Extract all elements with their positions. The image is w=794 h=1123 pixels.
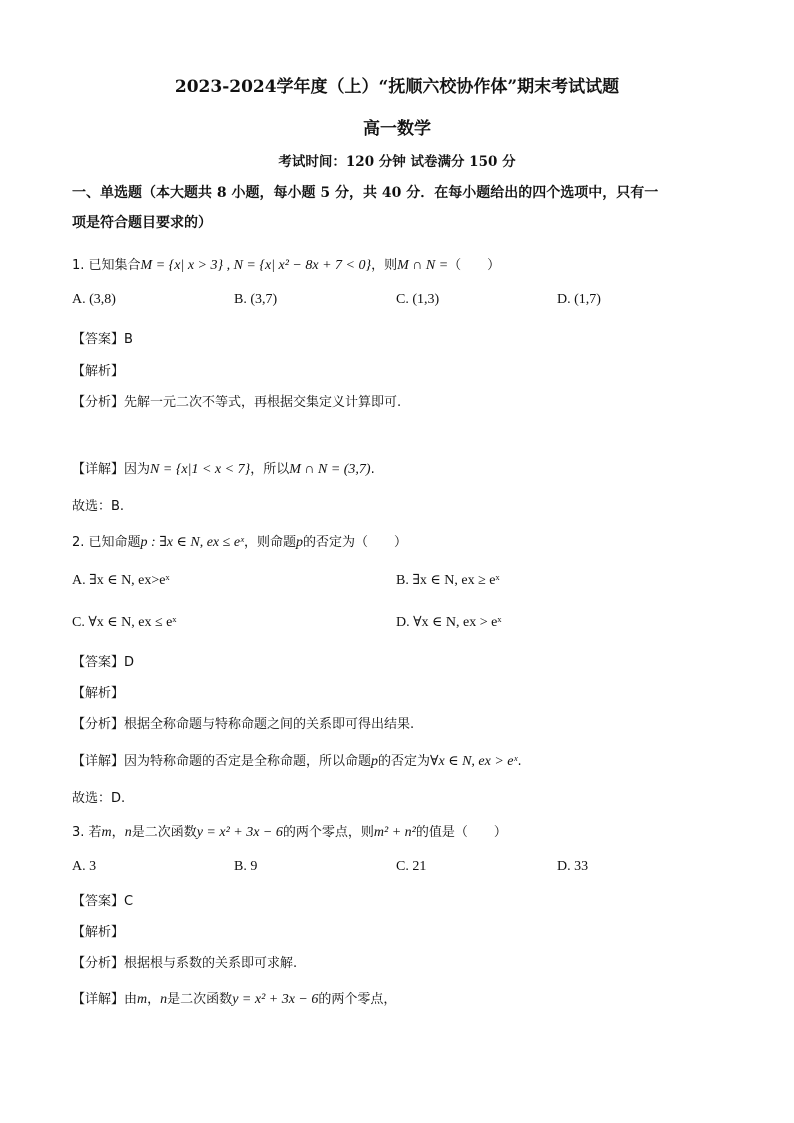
q3-n: n — [124, 825, 132, 840]
q1-option-b: B. (3,7) — [234, 292, 278, 307]
q3-option-d: D. 33 — [557, 859, 589, 874]
q2-analysis-tag: 【解析】 — [72, 686, 125, 701]
q1-answer-tag: 【答案】 — [72, 332, 125, 347]
q1-analysis-tag: 【解析】 — [72, 364, 125, 379]
q2-option-b: B. ∃x ∈ N, ex ≥ eˣ — [396, 573, 500, 588]
q2-prefix: 2. 已知命题 — [72, 535, 141, 550]
q3-mid: 是二次函数 — [131, 825, 197, 840]
section-heading-line1: 一、单选题（本大题共 8 小题，每小题 5 分，共 40 分．在每小题给出的四个选项中，只有一 — [72, 185, 659, 201]
q2-conclusion: 故选：D. — [72, 791, 126, 806]
q2-fenxi-tag: 【分析】 — [72, 717, 125, 732]
question-3 — [72, 821, 507, 841]
q2-xiangjie — [72, 750, 522, 770]
q3-analysis-tag: 【解析】 — [72, 925, 125, 940]
q2-xiangjie-p: p — [371, 754, 379, 769]
q2-xiangjie-c: . — [517, 754, 522, 769]
q2-xiangjie-a: 因为特称命题的否定是全称命题，所以命题 — [124, 754, 372, 769]
q3-option-c: C. 21 — [396, 859, 427, 874]
q3-xiangjie-a: 由 — [124, 992, 138, 1007]
q1-xiangjie-b: ，所以 — [250, 462, 290, 477]
q1-xiangjie-c: . — [370, 462, 375, 477]
q2-mid: ，则命题 — [244, 535, 297, 550]
question-1 — [72, 254, 500, 274]
q3-suffix: 的值是（ ） — [415, 825, 507, 840]
q1-option-d: D. (1,7) — [557, 292, 601, 307]
q1-paren: （ ） — [448, 258, 501, 273]
q3-prefix: 3. 若 — [72, 825, 102, 840]
q1-xiangjie-tag: 【详解】 — [72, 462, 125, 477]
q2-prop: p : ∃x ∈ N, ex ≤ eˣ — [140, 535, 244, 550]
q1-expr: M ∩ N = — [397, 258, 449, 273]
q2-fenxi-text: 根据全称命题与特称命题之间的关系即可得出结果. — [124, 717, 415, 732]
q1-xiangjie — [72, 458, 375, 478]
q1-xiangjie-a: 因为 — [124, 462, 151, 477]
q3-option-a: A. 3 — [72, 859, 97, 874]
q3-xiangjie-tag: 【详解】 — [72, 992, 125, 1007]
q3-option-b: B. 9 — [234, 859, 258, 874]
q1-mid: ，则 — [371, 258, 398, 273]
q1-fenxi-tag: 【分析】 — [72, 395, 125, 410]
q3-xiangjie-comma: ， — [147, 992, 161, 1007]
q3-xiangjie — [72, 988, 396, 1008]
q1-sets: M = {x| x > 3} , N = {x| x² − 8x + 7 < 0} — [140, 258, 372, 273]
q1-fenxi-text: 先解一元二次不等式，再根据交集定义计算即可. — [124, 395, 402, 410]
subject-title: 高一数学 — [363, 119, 431, 139]
q3-m: m — [101, 825, 112, 840]
q3-fenxi-tag: 【分析】 — [72, 956, 125, 971]
q3-answer — [72, 890, 133, 909]
q3-xiangjie-func: y = x² + 3x − 6 — [232, 992, 319, 1007]
q1-prefix: 1. 已知集合 — [72, 258, 141, 273]
q3-xiangjie-m: m — [137, 992, 148, 1007]
exam-info: 考试时间：120 分钟 试卷满分 150 分 — [278, 154, 516, 170]
exam-title: 2023-2024学年度（上）“抚顺六校协作体”期末考试试题 — [174, 77, 620, 97]
q3-fenxi-text: 根据根与系数的关系即可求解. — [124, 956, 298, 971]
q3-answer-value: C — [124, 894, 134, 909]
q1-fenxi — [72, 391, 401, 410]
q2-xiangjie-m: ∀x ∈ N, ex > eˣ — [430, 754, 518, 769]
q2-p: p — [296, 535, 304, 550]
q2-fenxi — [72, 713, 414, 732]
q3-xiangjie-end: 的两个零点， — [318, 992, 397, 1007]
q1-conclusion: 故选：B. — [72, 499, 125, 514]
q3-fenxi — [72, 952, 297, 971]
q2-option-d: D. ∀x ∈ N, ex > eˣ — [396, 615, 502, 630]
q3-comma: ， — [111, 825, 125, 840]
q1-xiangjie-m1: N = {x|1 < x < 7} — [150, 462, 251, 477]
q2-suffix: 的否定为（ ） — [303, 535, 408, 550]
q2-option-c: C. ∀x ∈ N, ex ≤ eˣ — [72, 615, 177, 630]
q3-func: y = x² + 3x − 6 — [196, 825, 283, 840]
q2-answer-value: D — [124, 655, 135, 670]
q3-xiangjie-n: n — [160, 992, 168, 1007]
q2-answer — [72, 651, 134, 670]
q1-option-a: A. (3,8) — [72, 292, 116, 307]
q1-option-c: C. (1,3) — [396, 292, 440, 307]
section-heading-line2: 项是符合题目要求的） — [72, 215, 212, 231]
q3-answer-tag: 【答案】 — [72, 894, 125, 909]
q3-mid2: 的两个零点，则 — [282, 825, 374, 840]
q3-expr: m² + n² — [373, 825, 416, 840]
q2-answer-tag: 【答案】 — [72, 655, 125, 670]
q1-answer-value: B — [124, 332, 133, 347]
q3-xiangjie-mid: 是二次函数 — [167, 992, 233, 1007]
q2-xiangjie-b: 的否定为 — [378, 754, 431, 769]
q1-answer — [72, 328, 133, 347]
q2-xiangjie-tag: 【详解】 — [72, 754, 125, 769]
q1-xiangjie-m2: M ∩ N = (3,7) — [289, 462, 371, 477]
question-2 — [72, 531, 407, 551]
q2-option-a: A. ∃x ∈ N, ex>eˣ — [72, 573, 170, 588]
